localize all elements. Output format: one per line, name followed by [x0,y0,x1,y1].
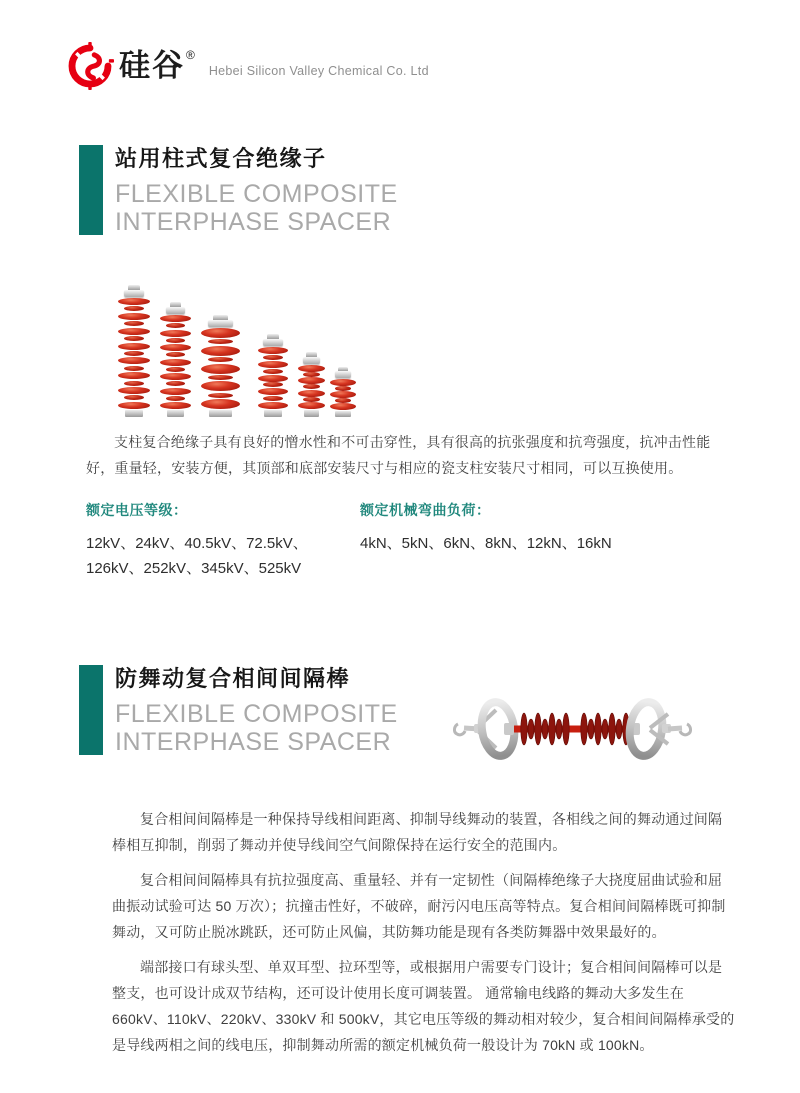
bending-load-spec [360,500,612,556]
subtitle-line-1: FLEXIBLE COMPOSITE [115,700,398,728]
post-insulators-photo [118,283,356,417]
post-insulator-image [258,334,288,417]
post-insulator-image [201,315,240,417]
bending-load-values: 4kN、5kN、6kN、8kN、12kN、16kN [360,535,612,552]
section-title-zh: 防舞动复合相间间隔棒 [115,666,351,691]
spacer-paragraph-1: 复合相间间隔棒是一种保持导线相间距离、抑制导线舞动的装置，各相线之间的舞动通过间隔棒相互抑制，削弱了舞动并使导线间空气间隙保持在运行安全的范围内。 [112,811,723,853]
post-insulator-image [298,352,325,417]
subtitle-line-2: INTERPHASE SPACER [115,728,392,756]
subtitle-line-2: INTERPHASE SPACER [115,208,392,236]
section-header-interphase-spacer [79,665,398,756]
section-header-post-insulator [79,145,398,236]
rated-voltage-values [86,531,308,581]
section-title-zh: 站用柱式复合绝缘子 [115,146,327,171]
post-insulator-image [330,367,356,417]
rated-voltage-spec [86,500,308,581]
section-accent-bar [79,145,103,235]
spacer-paragraph-2: 复合相间间隔棒具有抗拉强度高、重量轻、并有一定韧性（间隔棒绝缘子大挠度屈曲试验和屈曲振动试验可达 50 万次）；抗撞击性好，不破碎，耐污闪电压高等特点。复合相间间隔棒既可抑制舞动，又可防止脱冰跳跃，还可防止风偏，其防舞功能是现有各类防舞器中效果最好的。 [112,872,726,940]
post-insulator-image [118,285,150,417]
rated-voltage-label: 额定电压等级： [86,502,188,518]
interphase-spacer-photo [450,690,695,768]
brand-name-zh: 硅谷 [119,48,185,83]
registered-trademark-symbol: ® [186,48,195,62]
section-subtitle-en [115,180,398,236]
bending-load-label: 额定机械弯曲负荷： [360,502,491,518]
subtitle-line-1: FLEXIBLE COMPOSITE [115,180,398,208]
company-name-en: Hebei Silicon Valley Chemical Co. Ltd [208,64,429,78]
post-insulator-image [160,302,191,417]
voltage-values-line-1: 12kV、24kV、40.5kV、72.5kV、 [86,535,308,552]
brand-logo-icon [66,42,114,90]
section-subtitle-en [115,700,398,756]
post-insulator-description: 支柱复合绝缘子具有良好的憎水性和不可击穿性，具有很高的抗张强度和抗弯强度，抗冲击性能好，重量轻，安装方便，其顶部和底部安装尺寸与相应的瓷支柱安装尺寸相同，可以互换使用。 [86,434,711,476]
company-logo [66,42,429,90]
section-accent-bar [79,665,103,755]
spacer-paragraph-3: 端部接口有球头型、单双耳型、拉环型等，或根据用户需要专门设计；复合相间间隔棒可以是整支，也可设计成双节结构，还可设计使用长度可调装置。 通常输电线路的舞动大多发生在 660kV、110kV、220kV、330kV 和 500kV，其它电压等级的舞动相对较少，复合相间间隔棒承受的是导线两相之间的线电压，抑制舞动所需的额定机械负荷一般设计为 70kN 或 100kN。 [112,959,735,1053]
spacer-description-block [112,806,736,1067]
voltage-values-line-2: 126kV、252kV、345kV、525kV [86,560,302,577]
